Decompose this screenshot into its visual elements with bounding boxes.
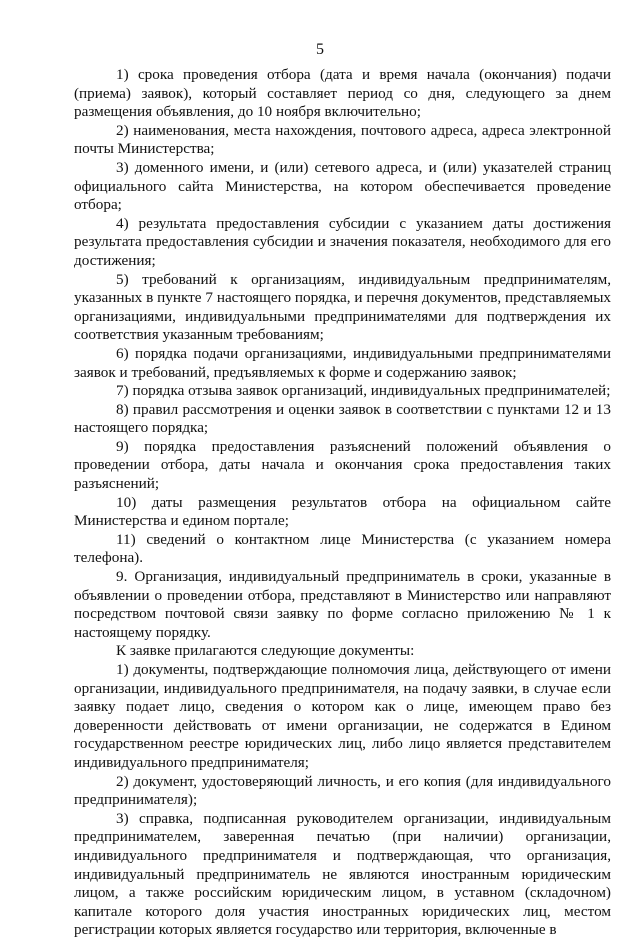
paragraph: 1) срока проведения отбора (дата и время начала (окончания) подачи (приема) заявок), который составляет период со дня, следующего за днем размещения объявления, до 10 ноября включительно; — [74, 66, 611, 121]
paragraph: 9. Организация, индивидуальный предприниматель в сроки, указанные в объявлении о проведении отбора, представляют в Министерство или направляют посредством почтовой связи заявку по форме согласно приложению № 1 к настоящему порядку. — [74, 568, 611, 641]
paragraph: 9) порядка предоставления разъяснений положений объявления о проведении отбора, даты начала и окончания срока предоставления таких разъяснений; — [74, 437, 611, 493]
paragraph: 2) наименования, места нахождения, почтового адреса, адреса электронной почты Министерства; — [74, 121, 611, 158]
paragraph: 8) правил рассмотрения и оценки заявок в соответствии с пунктами 12 и 13 настоящего порядка; — [74, 400, 611, 437]
paragraph: 4) результата предоставления субсидии с указанием даты достижения результата предоставления субсидии и значения показателя, необходимого для его достижения; — [74, 214, 611, 269]
document-body — [74, 66, 611, 940]
paragraph: 1) документы, подтверждающие полномочия лица, действующего от имени организации, индивидуального предпринимателя, на подачу заявки, в случае если заявку подает лицо, сведения о котором как о лице, имеющем право без доверенности действовать от имени организации, не содержатся в Едином государственном реестре юридических лиц, либо лицо является представителем индивидуального предпринимателя; — [74, 661, 611, 771]
paragraph: 5) требований к организациям, индивидуальным предпринимателям, указанных в пункте 7 настоящего порядка, и перечня документов, представляемых организациями, индивидуальными предпринимателями для подтверждения их соответствия указанным требованиям; — [74, 270, 611, 344]
paragraph: 3) справка, подписанная руководителем организации, индивидуальным предпринимателем, заверенная печатью (при наличии) организации, индивидуального предпринимателя и подтверждающая, что организация, индивидуальный предприниматель не являются иностранным юридическим лицом, а также российским юридическим лицом, в уставном (складочном) капитале которого доля участия иностранных юридических лиц, местом регистрации которых является государство или территория, включенные в — [74, 809, 611, 939]
page-number: 5 — [316, 41, 324, 58]
paragraph: 3) доменного имени, и (или) сетевого адреса, и (или) указателей страниц официального сайта Министерства, на котором обеспечивается проведение отбора; — [74, 158, 611, 214]
paragraph: 6) порядка подачи организациями, индивидуальными предпринимателями заявок и требований, предъявляемых к форме и содержанию заявок; — [74, 344, 611, 381]
paragraph: 11) сведений о контактном лице Министерства (с указанием номера телефона). — [74, 530, 611, 567]
paragraph: 7) порядка отзыва заявок организаций, индивидуальных предпринимателей; — [116, 382, 611, 400]
paragraph: 2) документ, удостоверяющий личность, и его копия (для индивидуального предпринимателя); — [74, 772, 611, 809]
paragraph: К заявке прилагаются следующие документы: — [116, 642, 415, 660]
paragraph: 10) даты размещения результатов отбора на официальном сайте Министерства и едином портале; — [74, 493, 611, 530]
